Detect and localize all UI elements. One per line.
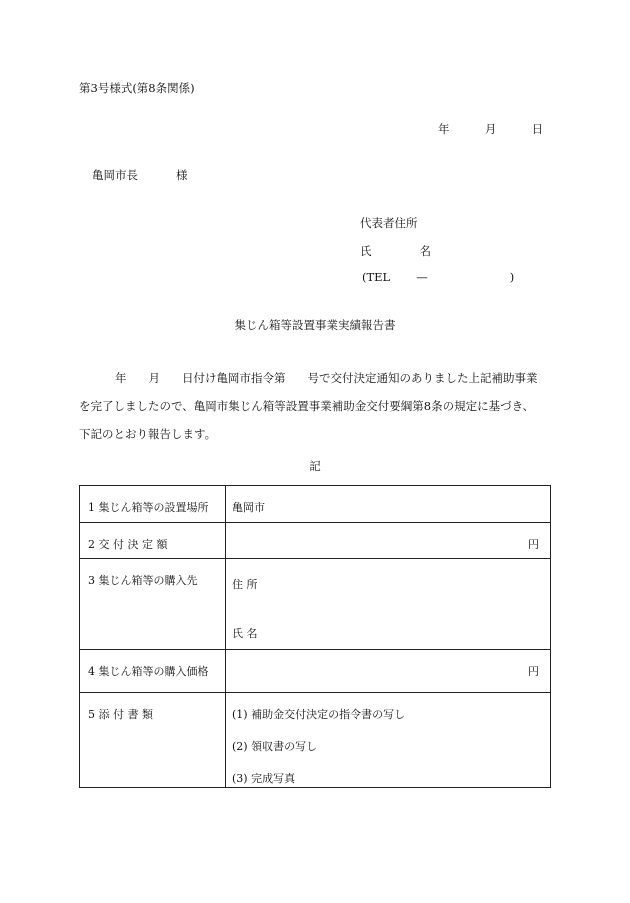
body-line1-rest: 日付け亀岡市指令第 bbox=[182, 371, 286, 385]
attachment-item: (3) 完成写真 bbox=[232, 772, 296, 785]
applicant-name-label bbox=[360, 246, 431, 258]
table-row bbox=[80, 650, 551, 693]
applicant-tel bbox=[362, 272, 514, 284]
table-row bbox=[80, 523, 551, 559]
form-number: 第3号様式(第8条関係) bbox=[79, 81, 195, 95]
addressee bbox=[92, 170, 188, 182]
tel-dash: — bbox=[416, 270, 428, 284]
body-paragraph bbox=[79, 364, 549, 448]
row4-unit: 円 bbox=[528, 665, 539, 678]
date-day: 日 bbox=[531, 122, 544, 136]
row2-label: 2 交 付 決 定 額 bbox=[88, 538, 168, 551]
name-label-first: 氏 bbox=[360, 244, 372, 258]
row3-name-label: 氏 名 bbox=[232, 627, 258, 640]
body-line2: を完了しましたので、亀岡市集じん箱等設置事業補助金交付要綱第8条の規定に基づき、 bbox=[79, 399, 535, 413]
row1-value: 亀岡市 bbox=[232, 501, 265, 514]
date-line bbox=[438, 124, 543, 136]
ki-heading: 記 bbox=[309, 459, 321, 473]
date-month: 月 bbox=[484, 122, 497, 136]
applicant-address-label: 代表者住所 bbox=[360, 216, 418, 230]
table-row bbox=[80, 486, 551, 523]
addressee-name: 亀岡市長 bbox=[92, 168, 138, 182]
tel-close: ) bbox=[509, 270, 515, 284]
row5-label: 5 添 付 書 類 bbox=[88, 708, 153, 721]
addressee-honorific: 様 bbox=[176, 168, 188, 182]
row1-label: 1 集じん箱等の設置場所 bbox=[88, 501, 209, 514]
date-year: 年 bbox=[438, 122, 450, 136]
row4-label: 4 集じん箱等の購入価格 bbox=[88, 665, 209, 678]
report-table bbox=[79, 485, 551, 788]
attachment-item: (1) 補助金交付決定の指令書の写し bbox=[232, 708, 406, 721]
tel-open: (TEL bbox=[362, 270, 391, 284]
row3-address-label: 住 所 bbox=[232, 578, 258, 591]
row3-label: 3 集じん箱等の購入先 bbox=[88, 574, 198, 587]
body-line3: 下記のとおり報告します。 bbox=[79, 427, 217, 441]
body-month: 月 bbox=[148, 371, 160, 385]
document-title: 集じん箱等設置事業実績報告書 bbox=[234, 318, 396, 332]
row2-unit: 円 bbox=[528, 538, 539, 551]
attachment-item: (2) 領収書の写し bbox=[232, 740, 318, 753]
table-row bbox=[80, 693, 551, 788]
name-label-second: 名 bbox=[419, 244, 431, 258]
body-line1-rest2: 号で交付決定通知のありました上記補助事業 bbox=[307, 371, 538, 385]
body-year: 年 bbox=[115, 371, 127, 385]
table-row bbox=[80, 559, 551, 650]
